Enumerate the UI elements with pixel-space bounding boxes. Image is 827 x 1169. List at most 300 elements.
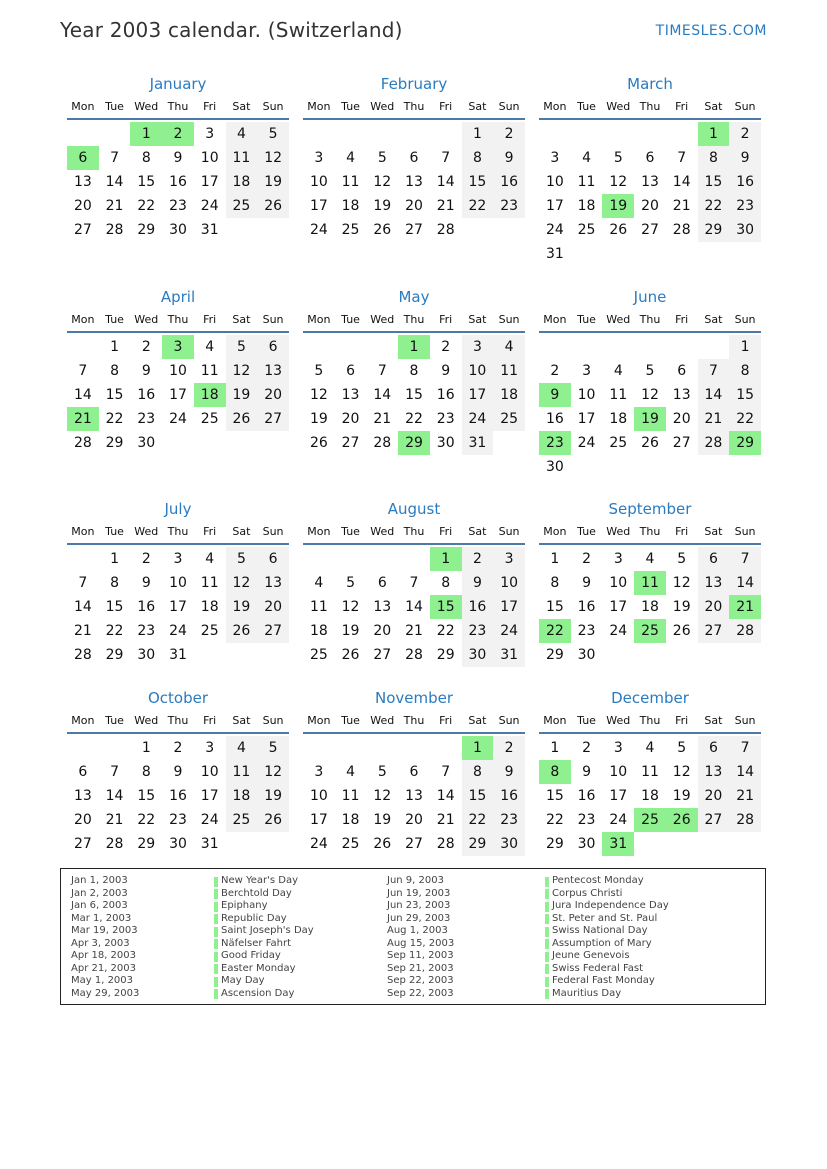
weekday-label: Fri	[439, 525, 453, 538]
day-cell: 7	[729, 547, 761, 571]
holiday-day-cell: 1	[462, 736, 494, 760]
empty-cell	[366, 547, 398, 571]
day-cell: 6	[78, 764, 88, 780]
weekday-label: Mon	[307, 714, 331, 727]
legend-entry: Sep 22, 2003	[387, 975, 454, 986]
day-cell: 12	[257, 760, 289, 784]
day-cell: 11	[226, 146, 258, 170]
day-cell: 8	[409, 363, 419, 379]
day-cell: 4	[645, 740, 655, 756]
day-cell: 9	[493, 146, 525, 170]
day-cell: 13	[405, 788, 423, 804]
legend-entry: Aug 15, 2003	[387, 937, 455, 949]
weekday-label: Wed	[134, 525, 159, 538]
weekday-label: Tue	[577, 100, 596, 113]
day-cell: 13	[73, 174, 92, 190]
month-name: November	[374, 689, 454, 707]
day-cell: 15	[137, 788, 156, 804]
legend-entry: Swiss Federal Fast	[552, 962, 644, 974]
legend-entry: Sep 11, 2003	[387, 950, 454, 961]
legend-entry: Sep 22, 2003	[387, 987, 454, 999]
day-cell: 5	[226, 335, 258, 359]
day-cell: 8	[110, 575, 120, 591]
holiday-marker	[545, 952, 549, 962]
day-cell: 14	[729, 760, 761, 784]
weekday-header	[539, 710, 761, 734]
day-cell: 12	[672, 764, 691, 780]
day-cell: 6	[257, 335, 289, 359]
day-cell: 4	[205, 339, 215, 355]
day-cell: 7	[441, 764, 451, 780]
day-cell: 24	[577, 435, 596, 451]
site-link[interactable]: TIMESLES.COM	[655, 23, 767, 39]
day-cell: 1	[550, 740, 560, 756]
day-cell: 8	[441, 575, 451, 591]
day-cell: 29	[137, 222, 156, 238]
day-cell: 14	[436, 788, 455, 804]
day-cell: 22	[698, 194, 730, 218]
day-cell: 7	[377, 363, 387, 379]
day-cell: 24	[200, 198, 219, 214]
weekday-label: Wed	[134, 714, 159, 727]
day-cell: 13	[341, 387, 360, 403]
holiday-marker	[214, 914, 218, 924]
weekday-label: Sat	[704, 525, 723, 538]
day-cell: 15	[137, 174, 156, 190]
month-name: April	[160, 288, 196, 306]
day-cell: 18	[226, 784, 258, 808]
holiday-marker	[214, 927, 218, 937]
day-cell: 8	[462, 760, 494, 784]
day-grid	[303, 335, 525, 455]
day-cell: 30	[137, 435, 156, 451]
day-cell: 27	[73, 836, 92, 852]
day-cell: 23	[493, 194, 525, 218]
day-cell: 25	[200, 411, 219, 427]
weekday-label: Tue	[105, 714, 124, 727]
day-cell: 19	[672, 788, 691, 804]
day-cell: 12	[226, 571, 258, 595]
empty-cell	[398, 547, 430, 571]
holiday-day-cell: 1	[398, 335, 430, 359]
day-cell: 22	[436, 623, 455, 639]
day-cell: 14	[73, 599, 92, 615]
day-cell: 8	[141, 150, 151, 166]
day-cell: 30	[545, 459, 564, 475]
day-cell: 11	[200, 363, 219, 379]
day-cell: 29	[137, 836, 156, 852]
legend-entry: Sep 21, 2003	[387, 962, 454, 974]
day-cell: 8	[141, 764, 151, 780]
weekday-label: Thu	[639, 313, 661, 326]
day-grid	[67, 547, 289, 667]
legend-entry: Corpus Christi	[552, 887, 623, 899]
day-cell: 26	[309, 435, 328, 451]
holiday-day-cell: 21	[67, 407, 99, 431]
day-cell: 8	[729, 359, 761, 383]
day-cell: 1	[110, 339, 120, 355]
holiday-day-cell: 1	[698, 122, 730, 146]
legend-entry: Apr 3, 2003	[71, 937, 130, 949]
day-cell: 21	[436, 812, 455, 828]
day-cell: 31	[493, 643, 525, 667]
legend-entry: Jan 6, 2003	[71, 900, 128, 911]
day-cell: 22	[729, 407, 761, 431]
weekday-label: Mon	[543, 525, 567, 538]
day-cell: 25	[609, 435, 628, 451]
month-may	[303, 285, 525, 455]
legend-entry: Saint Joseph's Day	[221, 925, 314, 936]
day-cell: 31	[200, 222, 219, 238]
legend-entry: Pentecost Monday	[552, 875, 644, 886]
empty-cell	[335, 335, 367, 359]
day-cell: 17	[545, 198, 564, 214]
day-cell: 16	[729, 170, 761, 194]
legend-entry: Assumption of Mary	[552, 937, 652, 949]
weekday-header	[303, 96, 525, 120]
holiday-day-cell: 18	[194, 383, 226, 407]
holiday-day-cell: 29	[729, 431, 761, 455]
month-september	[539, 497, 761, 667]
weekday-label: Thu	[403, 100, 425, 113]
day-cell: 21	[436, 198, 455, 214]
weekday-label: Mon	[71, 714, 95, 727]
day-cell: 30	[462, 643, 494, 667]
month-june	[539, 285, 761, 479]
legend-entry: Jun 29, 2003	[387, 912, 451, 924]
day-cell: 6	[257, 547, 289, 571]
weekday-label: Mon	[71, 100, 95, 113]
day-cell: 22	[462, 194, 494, 218]
day-cell: 9	[141, 363, 151, 379]
day-cell: 27	[672, 435, 691, 451]
legend-entry: Mauritius Day	[552, 987, 622, 999]
day-cell: 13	[257, 359, 289, 383]
weekday-label: Mon	[71, 313, 95, 326]
empty-cell	[430, 736, 462, 760]
weekday-label: Fri	[203, 100, 217, 113]
day-cell: 11	[341, 174, 360, 190]
day-cell: 4	[205, 551, 215, 567]
day-cell: 22	[105, 411, 124, 427]
weekday-label: Fri	[203, 714, 217, 727]
day-cell: 26	[373, 836, 392, 852]
weekday-label: Sun	[498, 714, 520, 727]
month-january	[67, 72, 289, 242]
empty-cell	[366, 122, 398, 146]
weekday-label: Mon	[543, 313, 567, 326]
day-cell: 25	[226, 808, 258, 832]
day-cell: 16	[493, 170, 525, 194]
month-name: December	[611, 689, 689, 707]
day-cell: 17	[200, 174, 219, 190]
day-cell: 26	[226, 407, 258, 431]
holiday-marker	[545, 889, 549, 899]
day-cell: 12	[373, 788, 392, 804]
day-cell: 26	[641, 435, 659, 451]
weekday-header	[303, 521, 525, 545]
day-cell: 24	[493, 619, 525, 643]
day-cell: 27	[341, 435, 360, 451]
legend-entry: Ascension Day	[221, 987, 295, 999]
holiday-marker	[545, 977, 549, 987]
day-cell: 23	[169, 812, 187, 828]
day-cell: 30	[436, 435, 455, 451]
weekday-label: Wed	[606, 313, 631, 326]
day-cell: 16	[493, 784, 525, 808]
holiday-marker	[214, 952, 218, 962]
empty-cell	[99, 122, 131, 146]
day-cell: 30	[169, 836, 187, 852]
day-cell: 29	[105, 435, 124, 451]
day-cell: 19	[226, 383, 258, 407]
day-cell: 19	[373, 198, 392, 214]
day-cell: 28	[73, 435, 92, 451]
day-cell: 22	[137, 198, 156, 214]
day-cell: 10	[577, 387, 596, 403]
day-cell: 19	[257, 170, 289, 194]
day-cell: 6	[698, 736, 730, 760]
day-cell: 30	[577, 647, 596, 663]
day-cell: 28	[105, 836, 124, 852]
weekday-header	[303, 309, 525, 333]
weekday-label: Wed	[134, 313, 159, 326]
weekday-label: Wed	[606, 525, 631, 538]
day-cell: 12	[309, 387, 328, 403]
weekday-label: Sat	[704, 313, 723, 326]
day-cell: 10	[169, 575, 187, 591]
holiday-day-cell: 2	[162, 122, 194, 146]
weekday-header	[539, 96, 761, 120]
day-cell: 26	[341, 647, 360, 663]
day-cell: 3	[314, 150, 324, 166]
day-cell: 24	[609, 623, 628, 639]
day-cell: 22	[105, 623, 124, 639]
weekday-label: Wed	[134, 100, 159, 113]
weekday-label: Wed	[370, 100, 395, 113]
legend-entry: Jan 1, 2003	[71, 875, 128, 886]
day-cell: 24	[462, 407, 494, 431]
day-cell: 10	[493, 571, 525, 595]
holiday-marker	[545, 877, 549, 887]
day-cell: 10	[200, 150, 219, 166]
day-cell: 23	[577, 623, 596, 639]
day-cell: 9	[582, 575, 592, 591]
legend-dates-right	[387, 875, 454, 1000]
weekday-label: Thu	[639, 100, 661, 113]
day-cell: 13	[373, 599, 392, 615]
day-cell: 16	[169, 174, 187, 190]
day-cell: 23	[462, 619, 494, 643]
empty-cell	[366, 736, 398, 760]
weekday-label: Sat	[232, 525, 251, 538]
weekday-label: Wed	[606, 100, 631, 113]
day-cell: 7	[78, 575, 88, 591]
day-cell: 18	[309, 623, 328, 639]
day-cell: 25	[493, 407, 525, 431]
day-cell: 5	[346, 575, 356, 591]
day-cell: 12	[609, 174, 628, 190]
weekday-label: Tue	[341, 100, 360, 113]
holiday-day-cell: 23	[539, 431, 571, 455]
month-name: January	[149, 75, 207, 93]
day-cell: 27	[257, 407, 289, 431]
day-cell: 31	[169, 647, 187, 663]
legend-entry: Apr 18, 2003	[71, 950, 137, 961]
day-cell: 10	[169, 363, 187, 379]
day-cell: 14	[729, 571, 761, 595]
holiday-marker	[545, 939, 549, 949]
weekday-label: Mon	[543, 714, 567, 727]
day-cell: 6	[645, 150, 655, 166]
legend-entry: May Day	[221, 975, 265, 986]
weekday-label: Sat	[704, 100, 723, 113]
legend-entry: Good Friday	[221, 950, 281, 961]
empty-cell	[303, 122, 335, 146]
empty-cell	[67, 335, 99, 359]
day-cell: 19	[257, 784, 289, 808]
day-cell: 16	[169, 788, 187, 804]
legend-entry: Näfelser Fahrt	[221, 937, 292, 949]
day-cell: 29	[545, 647, 564, 663]
legend-entry: New Year's Day	[221, 875, 299, 886]
day-cell: 5	[377, 764, 387, 780]
day-cell: 25	[309, 647, 328, 663]
weekday-label: Fri	[439, 100, 453, 113]
day-cell: 7	[110, 764, 120, 780]
day-cell: 3	[493, 547, 525, 571]
day-cell: 16	[436, 387, 455, 403]
day-cell: 20	[257, 383, 289, 407]
holiday-day-cell: 6	[67, 146, 99, 170]
day-cell: 27	[641, 222, 659, 238]
day-cell: 20	[698, 784, 730, 808]
day-cell: 5	[257, 122, 289, 146]
day-cell: 10	[609, 764, 628, 780]
weekday-label: Sat	[232, 714, 251, 727]
weekday-label: Fri	[675, 525, 689, 538]
legend-entry: Berchtold Day	[221, 887, 292, 899]
day-cell: 20	[341, 411, 360, 427]
weekday-label: Thu	[639, 525, 661, 538]
day-cell: 21	[729, 784, 761, 808]
day-cell: 16	[137, 599, 156, 615]
day-cell: 7	[78, 363, 88, 379]
day-cell: 24	[169, 411, 187, 427]
day-grid	[539, 736, 761, 856]
day-grid	[67, 122, 289, 242]
weekday-label: Thu	[403, 313, 425, 326]
day-cell: 23	[493, 808, 525, 832]
day-cell: 11	[493, 359, 525, 383]
holiday-marker	[214, 977, 218, 987]
empty-cell	[666, 122, 698, 146]
weekday-label: Tue	[341, 313, 360, 326]
day-cell: 19	[672, 599, 691, 615]
holiday-day-cell: 19	[634, 407, 666, 431]
weekday-label: Sat	[468, 313, 487, 326]
day-cell: 14	[405, 599, 423, 615]
weekday-label: Sun	[262, 100, 284, 113]
day-cell: 30	[137, 647, 156, 663]
day-cell: 18	[609, 411, 628, 427]
weekday-label: Tue	[105, 313, 124, 326]
day-cell: 18	[200, 599, 219, 615]
day-cell: 7	[729, 736, 761, 760]
day-cell: 5	[314, 363, 324, 379]
month-name: June	[633, 288, 667, 306]
day-cell: 20	[257, 595, 289, 619]
weekday-label: Sat	[468, 100, 487, 113]
month-april	[67, 285, 289, 455]
day-cell: 30	[493, 832, 525, 856]
weekday-label: Sun	[262, 313, 284, 326]
holiday-day-cell: 26	[666, 808, 698, 832]
holiday-marker	[214, 964, 218, 974]
weekday-header	[539, 521, 761, 545]
day-cell: 5	[645, 363, 655, 379]
day-cell: 27	[698, 619, 730, 643]
weekday-label: Fri	[439, 313, 453, 326]
day-cell: 20	[672, 411, 691, 427]
month-name: August	[387, 500, 441, 518]
holiday-marker	[214, 877, 218, 887]
legend-entry: Easter Monday	[221, 962, 296, 974]
day-cell: 24	[545, 222, 564, 238]
day-cell: 9	[173, 764, 183, 780]
weekday-label: Sun	[734, 100, 756, 113]
weekday-label: Thu	[639, 714, 661, 727]
day-cell: 21	[373, 411, 392, 427]
empty-cell	[366, 335, 398, 359]
day-cell: 7	[677, 150, 687, 166]
day-cell: 27	[257, 619, 289, 643]
weekday-label: Tue	[577, 313, 596, 326]
day-cell: 23	[137, 411, 156, 427]
day-cell: 14	[698, 383, 730, 407]
day-cell: 30	[729, 218, 761, 242]
day-cell: 9	[441, 363, 451, 379]
day-grid	[67, 736, 289, 856]
day-cell: 17	[169, 387, 187, 403]
day-cell: 20	[73, 812, 92, 828]
day-cell: 18	[641, 788, 659, 804]
legend-entry: Mar 19, 2003	[71, 925, 138, 936]
day-cell: 11	[341, 788, 360, 804]
weekday-header	[67, 710, 289, 734]
weekday-header	[303, 710, 525, 734]
day-cell: 8	[550, 575, 560, 591]
day-cell: 6	[409, 150, 419, 166]
day-cell: 10	[462, 359, 494, 383]
day-cell: 11	[577, 174, 596, 190]
day-cell: 12	[641, 387, 659, 403]
day-grid	[303, 736, 525, 856]
legend-entry: May 29, 2003	[71, 987, 140, 999]
day-cell: 7	[441, 150, 451, 166]
day-cell: 26	[609, 222, 628, 238]
day-cell: 22	[462, 808, 494, 832]
empty-cell	[303, 547, 335, 571]
legend-names-left	[221, 875, 314, 1000]
empty-cell	[303, 736, 335, 760]
day-cell: 9	[141, 575, 151, 591]
weekday-label: Sat	[468, 525, 487, 538]
day-cell: 3	[205, 126, 215, 142]
day-cell: 12	[257, 146, 289, 170]
weekday-header	[67, 309, 289, 333]
day-cell: 2	[141, 551, 151, 567]
